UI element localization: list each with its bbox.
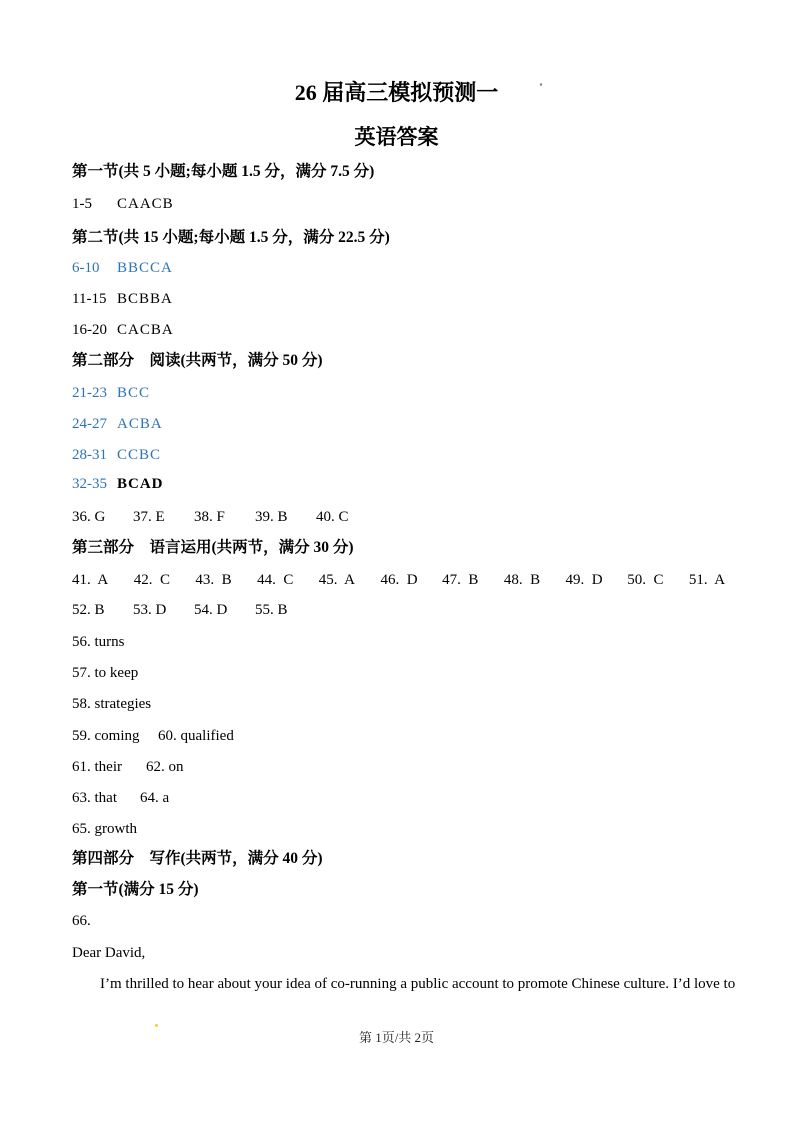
answer-row-21-23 xyxy=(72,383,150,403)
answer-letters: BCBBA xyxy=(117,291,173,307)
answer-letters: BCAD xyxy=(117,476,164,492)
answer-item: 64. a xyxy=(140,790,170,806)
answer-item: 60. qualified xyxy=(158,728,234,744)
question-66-label: 66. xyxy=(72,913,91,929)
answer-line-58: 58. strategies xyxy=(72,696,152,712)
answer-item: 51. A xyxy=(688,572,726,588)
answer-item: 53. D xyxy=(133,602,167,618)
answer-row-6-10 xyxy=(72,258,173,278)
writing-section1-heading: 第一节(满分 15 分) xyxy=(72,881,199,898)
answer-letters: BCC xyxy=(117,385,151,401)
answer-row-32-35 xyxy=(72,474,164,494)
answer-row-61-62 xyxy=(72,757,184,777)
answer-letters: ACBA xyxy=(117,416,163,432)
answer-item: 63. that xyxy=(72,790,117,806)
question-range: 24-27 xyxy=(72,416,107,432)
answer-letters: CAACB xyxy=(117,196,174,212)
answer-item: 48. B xyxy=(503,572,541,588)
reading-part-heading: 第二部分 阅读(共两节，满分 50 分) xyxy=(72,352,323,369)
letter-body-line: I’m thrilled to hear about your idea of co-running a public account to promote Chinese culture. I’d love to xyxy=(100,976,736,992)
answer-item: 46. D xyxy=(380,572,418,588)
answer-item: 45. A xyxy=(318,572,356,588)
answer-letters: CCBC xyxy=(117,447,162,463)
answer-row-36-40 xyxy=(72,507,377,527)
listening-section2-heading: 第二节(共 15 小题;每小题 1.5 分，满分 22.5 分) xyxy=(72,229,390,246)
exam-title: 26 届高三模拟预测一 xyxy=(294,80,499,105)
answer-row-28-31 xyxy=(72,445,161,465)
answer-item: 39. B xyxy=(255,509,288,525)
answer-line-65: 65. growth xyxy=(72,821,137,837)
question-range: 1-5 xyxy=(72,196,92,212)
answer-item: 61. their xyxy=(72,759,122,775)
answer-item: 49. D xyxy=(565,572,603,588)
question-range: 21-23 xyxy=(72,385,107,401)
question-range: 11-15 xyxy=(72,291,107,307)
answer-item: 42. C xyxy=(133,572,170,588)
answer-item: 40. C xyxy=(316,509,349,525)
language-use-part-heading: 第三部分 语言运用(共两节，满分 30 分) xyxy=(72,539,354,556)
answer-line-56: 56. turns xyxy=(72,634,125,650)
answer-item: 54. D xyxy=(194,602,228,618)
scan-artifact-speck xyxy=(540,83,542,86)
answer-item: 62. on xyxy=(146,759,184,775)
answer-item: 41. A xyxy=(72,572,109,588)
answer-row-59-60 xyxy=(72,726,234,746)
answer-row-16-20 xyxy=(72,320,174,340)
answer-item: 36. G xyxy=(72,509,106,525)
answer-item: 38. F xyxy=(194,509,225,525)
question-range: 28-31 xyxy=(72,447,107,463)
answer-item: 52. B xyxy=(72,602,105,618)
answer-row-41-51 xyxy=(72,570,725,590)
answer-letters: CACBA xyxy=(117,322,174,338)
question-range: 32-35 xyxy=(72,476,107,492)
writing-part-heading: 第四部分 写作(共两节，满分 40 分) xyxy=(72,850,323,867)
page-number-indicator: 第 1页/共 2页 xyxy=(358,1030,435,1045)
answer-line-57: 57. to keep xyxy=(72,665,139,681)
answer-item: 50. C xyxy=(627,572,664,588)
answer-item: 44. C xyxy=(257,572,294,588)
answers-subtitle: 英语答案 xyxy=(354,125,439,149)
answer-row-24-27 xyxy=(72,414,163,434)
scan-artifact-speck xyxy=(155,1024,158,1027)
answer-item: 47. B xyxy=(442,572,479,588)
answer-row-1-5 xyxy=(72,194,174,214)
answer-item: 55. B xyxy=(255,602,288,618)
question-range: 6-10 xyxy=(72,260,100,276)
question-range: 16-20 xyxy=(72,322,107,338)
answer-item: 37. E xyxy=(133,509,165,525)
answer-item: 59. coming xyxy=(72,728,140,744)
answer-letters: BBCCA xyxy=(117,260,173,276)
answer-row-11-15 xyxy=(72,289,173,309)
answer-item: 43. B xyxy=(195,572,232,588)
letter-salutation: Dear David, xyxy=(72,945,146,961)
listening-section1-heading: 第一节(共 5 小题;每小题 1.5 分，满分 7.5 分) xyxy=(72,163,375,180)
answer-row-63-64 xyxy=(72,788,169,808)
answer-row-52-55 xyxy=(72,600,288,620)
